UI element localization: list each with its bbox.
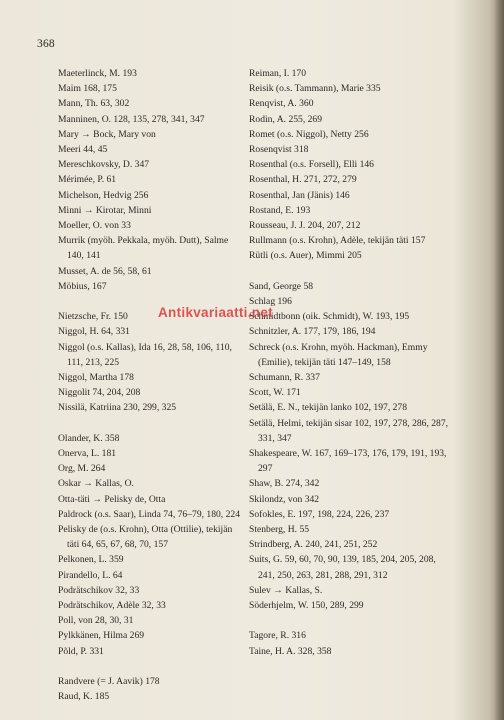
- index-column-right: [249, 66, 449, 659]
- index-entry: Niggol (o.s. Kallas), Ida 16, 28, 58, 106, 110, 111, 213, 225: [58, 341, 232, 368]
- index-entry: Randvere (= J. Aavik) 178: [58, 676, 160, 688]
- index-column-left: [58, 66, 244, 704]
- index-entry: Romet (o.s. Niggol), Netty 256: [249, 128, 369, 140]
- index-entry: Oskar → Kallas, O.: [58, 478, 134, 490]
- index-entry: Setälä, E. N., tekijän lanko 102, 197, 278: [249, 402, 408, 414]
- index-entry: Põld, P. 331: [58, 645, 104, 657]
- index-entry: Niggol, Martha 178: [58, 372, 134, 384]
- index-entry: Nietzsche, Fr. 150: [58, 311, 128, 323]
- index-entry: Podrätschikov 32, 33: [58, 584, 140, 596]
- index-entry: Poll, von 28, 30, 31: [58, 615, 134, 627]
- index-entry: Minni → Kirotar, Minni: [58, 204, 152, 216]
- section-gap: [249, 613, 449, 628]
- index-entry: Podrätschikov, Adèle 32, 33: [58, 600, 166, 612]
- index-entry: Niggol, H. 64, 331: [58, 326, 130, 338]
- index-entry: Schreck (o.s. Krohn, myöh. Hackman), Emmy (Emilie), tekijän täti 147–149, 158: [249, 341, 428, 368]
- index-entry: Renqvist, A. 360: [249, 98, 314, 110]
- index-entry: Manninen, O. 128, 135, 278, 341, 347: [58, 113, 205, 125]
- index-entry: Rostand, E. 193: [249, 204, 311, 216]
- index-entry: Reiman, I. 170: [249, 68, 307, 79]
- index-entry: Schmidtbonn (oik. Schmidt), W. 193, 195: [249, 311, 410, 323]
- index-entry: Murrik (myöh. Pekkala, myöh. Dutt), Salme 140, 141: [58, 235, 229, 262]
- index-entry: Schumann, R. 337: [249, 372, 320, 384]
- index-entry: Sulev → Kallas, S.: [249, 584, 323, 596]
- index-entry: Mereschkovsky, D. 347: [58, 159, 150, 171]
- section-gap: [249, 264, 449, 279]
- index-entry: Pylkkänen, Hilma 269: [58, 630, 145, 642]
- index-entry: Mary → Bock, Mary von: [58, 128, 156, 140]
- index-entry: Tagore, R. 316: [249, 630, 306, 642]
- index-entry: Rütli (o.s. Auer), Mimmi 205: [249, 250, 362, 262]
- index-entry: Rosenthal, H. 271, 272, 279: [249, 174, 357, 186]
- index-entry: Setälä, Helmi, tekijän sisar 102, 197, 278, 286, 287, 331, 347: [249, 417, 449, 444]
- index-entry: Moeller, O. von 33: [58, 220, 131, 232]
- index-entry: Meeri 44, 45: [58, 144, 108, 156]
- index-entry: Stenberg, H. 55: [249, 524, 310, 536]
- index-entry: Michelson, Hedvig 256: [58, 189, 149, 201]
- index-entry: Rosenthal (o.s. Forsell), Elli 146: [249, 159, 374, 171]
- watermark: Antikvariaatti.net: [158, 305, 273, 320]
- index-entry: Mann, Th. 63, 302: [58, 98, 130, 110]
- page-number: 368: [37, 38, 55, 50]
- index-entry: Strindberg, A. 240, 241, 251, 252: [249, 539, 378, 551]
- index-entry: Suits, G. 59, 60, 70, 90, 139, 185, 204, 205, 208, 241, 250, 263, 281, 288, 291, 312: [249, 554, 436, 581]
- section-gap: [58, 416, 244, 431]
- index-entry: Raud, K. 185: [58, 691, 110, 703]
- index-entry: Pelkonen, L. 359: [58, 554, 124, 566]
- index-entry: Rosenthal, Jan (Jänis) 146: [249, 189, 350, 201]
- index-entry: Pirandello, L. 64: [58, 569, 123, 581]
- index-entry: Otta-täti → Pelisky de, Otta: [58, 493, 166, 505]
- index-entry: Niggolit 74, 204, 208: [58, 387, 141, 399]
- index-entry: Sofokles, E. 197, 198, 224, 226, 237: [249, 508, 390, 520]
- index-entry: Schnitzler, A. 177, 179, 186, 194: [249, 326, 376, 338]
- page-gutter-shadow: [494, 0, 504, 720]
- index-entry: Söderhjelm, W. 150, 289, 299: [249, 600, 364, 612]
- index-entry: Olander, K. 358: [58, 432, 120, 444]
- index-entry: Rullmann (o.s. Krohn), Adèle, tekijän täti 157: [249, 235, 426, 247]
- index-entry: Paldrock (o.s. Saar), Linda 74, 76–79, 180, 224: [58, 508, 240, 520]
- index-entry: Shakespeare, W. 167, 169–173, 176, 179, 191, 193, 297: [249, 448, 447, 475]
- index-entry: Skilondz, von 342: [249, 493, 320, 505]
- index-entry: Org, M. 264: [58, 463, 106, 475]
- index-entry: Onerva, L. 181: [58, 448, 117, 460]
- index-entry: Sand, George 58: [249, 280, 314, 292]
- index-entry: Rodin, A. 255, 269: [249, 113, 323, 125]
- section-gap: [58, 659, 244, 674]
- index-entry: Scott, W. 171: [249, 387, 301, 399]
- index-entry: Schlag 196: [249, 296, 292, 308]
- index-entry: Rosenqvist 318: [249, 144, 309, 156]
- index-entry: Reisik (o.s. Tammann), Marie 335: [249, 83, 381, 95]
- index-entry: Shaw, B. 274, 342: [249, 478, 320, 490]
- index-entry: Pelisky de (o.s. Krohn), Otta (Ottilie), tekijän täti 64, 65, 67, 68, 70, 157: [58, 524, 233, 551]
- index-entry: Möbius, 167: [58, 280, 107, 292]
- index-entry: Maim 168, 175: [58, 83, 117, 95]
- index-entry: Rousseau, J. J. 204, 207, 212: [249, 220, 361, 232]
- index-entry: Maeterlinck, M. 193: [58, 68, 137, 79]
- index-entry: Musset, A. de 56, 58, 61: [58, 265, 152, 277]
- index-entry: Taine, H. A. 328, 358: [249, 645, 332, 657]
- index-entry: Mérimée, P. 61: [58, 174, 117, 186]
- index-entry: Nissilä, Katriina 230, 299, 325: [58, 402, 177, 414]
